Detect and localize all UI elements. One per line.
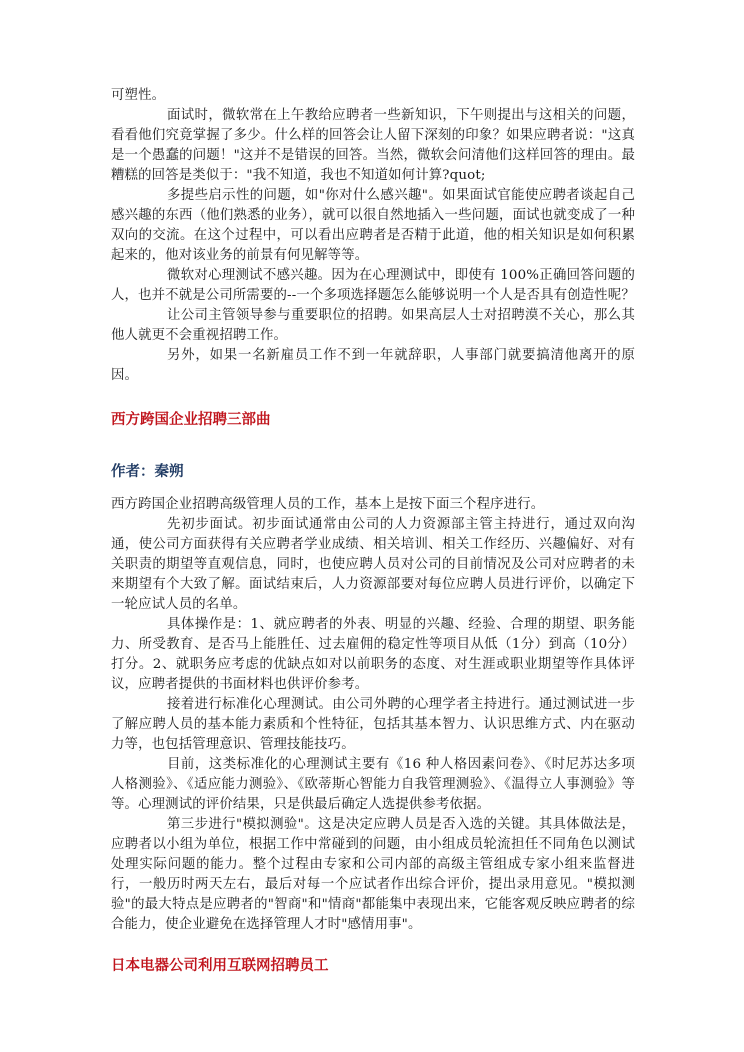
body-paragraph: 第三步进行"模拟测验"。这是决定应聘人员是否入选的关键。其具体做法是，应聘者以小组为单位，根据工作中常碰到的问题，由小组成员轮流担任不同角色以测试处理实际问题的能力。整个过程由专家和公司内部的高级主管组成专家小组来监督进行，一般历时两天左右，最后对每一个应试者作出综合评价，提出录用意见。"模拟测验"的最大特点是应聘者的"智商"和"情商"都能集中表现出来，它能客观反映应聘者的综合能力，使企业避免在选择管理人才时"感情用事"。 <box>111 817 635 932</box>
section-title: 日本电器公司利用互联网招聘员工 <box>111 958 329 974</box>
body-paragraph: 目前，这类标准化的心理测试主要有《16 种人格因素问卷》、《时尼苏达多项人格测验》、《适应能力测验》、《欧蒂斯心智能力自我管理测验》、《温得立人事测验》等等。心理测试的评价结果，只是供最后确定人选提供参考依据。 <box>111 757 635 812</box>
section-title: 西方跨国企业招聘三部曲 <box>111 412 271 428</box>
body-paragraph: 西方跨国企业招聘高级管理人员的工作，基本上是按下面三个程序进行。 <box>111 497 545 512</box>
body-paragraph: 让公司主管领导参与重要职位的招聘。如果高层人士对招聘漠不关心，那么其他人就更不会重视招聘工作。 <box>111 308 635 343</box>
body-paragraph: 多提些启示性的问题，如"你对什么感兴趣"。如果面试官能使应聘者谈起自己感兴趣的东西（他们熟悉的业务），就可以很自然地插入一些问题，面试也就变成了一种双向的交流。在这个过程中，可以看出应聘者是否精于此道，他的相关知识是如何积累起来的，他对该业务的前景有何见解等等。 <box>111 188 635 263</box>
document-content <box>111 86 635 976</box>
body-paragraph: 可塑性。 <box>111 88 166 103</box>
body-paragraph: 面试时，微软常在上午教给应聘者一些新知识，下午则提出与这相关的问题，看看他们究竟掌握了多少。什么样的回答会让人留下深刻的印象？如果应聘者说："这真是一个愚蠢的问题！"这并不是错误的回答。当然，微软会问清他们这样回答的理由。最糟糕的回答是类似于："我不知道，我也不知道如何计算?quot; <box>111 108 635 183</box>
body-paragraph: 另外，如果一名新雇员工作不到一年就辞职，人事部门就要搞清他离开的原因。 <box>111 348 635 383</box>
author-line: 作者：秦朔 <box>111 464 184 480</box>
body-paragraph: 具体操作是：1、就应聘者的外表、明显的兴趣、经验、合理的期望、职务能力、所受教育、是否马上能胜任、过去雇佣的稳定性等项目从低（1分）到高（10分）打分。2、就职务应考虑的优缺点如对以前职务的态度、对生涯或职业期望等作具体评议，应聘者提供的书面材料也供评价参考。 <box>111 617 635 692</box>
body-paragraph: 先初步面试。初步面试通常由公司的人力资源部主管主持进行，通过双向沟通，使公司方面获得有关应聘者学业成绩、相关培训、相关工作经历、兴趣偏好、对有关职责的期望等直观信息，同时，也使应聘人员对公司的目前情况及公司对应聘者的未来期望有个大致了解。面试结束后，人力资源部要对每位应聘人员进行评价，以确定下一轮应试人员的名单。 <box>111 517 635 612</box>
body-paragraph: 接着进行标准化心理测试。由公司外聘的心理学者主持进行。通过测试进一步了解应聘人员的基本能力素质和个性特征，包括其基本智力、认识思维方式、内在驱动力等，也包括管理意识、管理技能技巧。 <box>111 697 635 752</box>
body-paragraph: 微软对心理测试不感兴趣。因为在心理测试中，即使有 100%正确回答问题的人，也并不就是公司所需要的--一个多项选择题怎么能够说明一个人是否具有创造性呢？ <box>111 268 635 303</box>
